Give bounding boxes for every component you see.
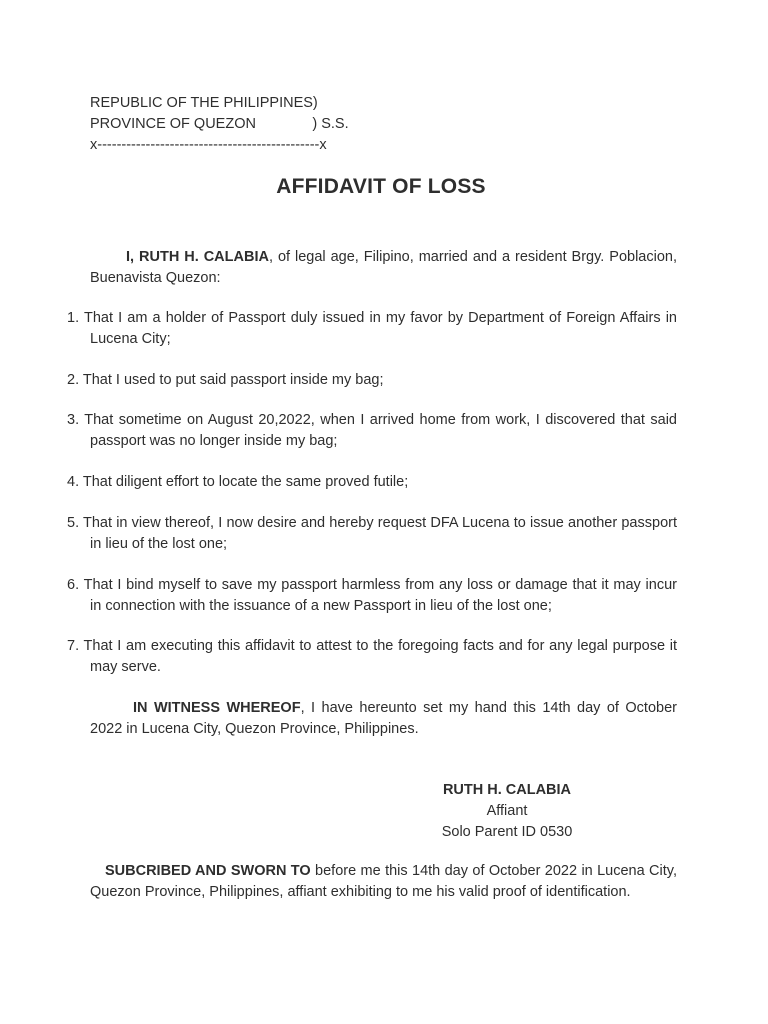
statement-item-6: 6. That I bind myself to save my passport harmless from any loss or damage that it may incur in connection with the issuance of a new Passport in lieu of the lost one;	[67, 577, 677, 614]
document-title: AFFIDAVIT OF LOSS	[276, 175, 486, 198]
statement-item-3: 3. That sometime on August 20,2022, when I arrived home from work, I discovered that said passport was no longer inside my bag;	[67, 412, 677, 449]
affiant-name-text: RUTH H. CALABIA	[442, 782, 572, 798]
statement-item-2: 2. That I used to put said passport inside my bag;	[67, 372, 384, 388]
statement-item-5: 5. That in view thereof, I now desire and hereby request DFA Lucena to issue another passport in lieu of the lost one;	[67, 515, 677, 552]
intro-text: , of legal age, Filipino, married and a resident Brgy. Poblacion, Buenavista Quezon:	[90, 249, 677, 286]
venue-header	[90, 93, 349, 156]
intro-paragraph	[90, 247, 677, 289]
witness-text: , I have hereunto set my hand this 14th day of October 2022 in Lucena City, Quezon Province, Philippines.	[90, 700, 677, 737]
affiant-role: Affiant	[486, 803, 528, 819]
venue-province: PROVINCE OF QUEZON ) S.S.	[90, 116, 349, 132]
venue-divider: x----------------------------------------------x	[90, 137, 327, 153]
venue-republic: REPUBLIC OF THE PHILIPPINES)	[90, 95, 318, 111]
statement-item-4: 4. That diligent effort to locate the same proved futile;	[67, 474, 409, 490]
affiant-name	[400, 780, 614, 801]
signature-block	[400, 780, 614, 843]
witness-paragraph	[90, 698, 677, 740]
jurat-paragraph	[90, 861, 677, 903]
statement-item-1: 1. That I am a holder of Passport duly issued in my favor by Department of Foreign Affairs in Lucena City;	[67, 310, 677, 347]
statement-item-7: 7. That I am executing this affidavit to attest to the foregoing facts and for any legal purpose it may serve.	[67, 638, 677, 675]
witness-lead: IN WITNESS WHEREOF	[133, 700, 301, 716]
jurat-text: before me this 14th day of October 2022 in Lucena City, Quezon Province, Philippines, affiant exhibiting to me his valid proof of identification.	[90, 863, 677, 900]
affiant-name-intro: I, RUTH H. CALABIA	[126, 249, 269, 265]
jurat-lead: SUBCRIBED AND SWORN TO	[105, 863, 311, 879]
affiant-id: Solo Parent ID 0530	[441, 824, 573, 840]
